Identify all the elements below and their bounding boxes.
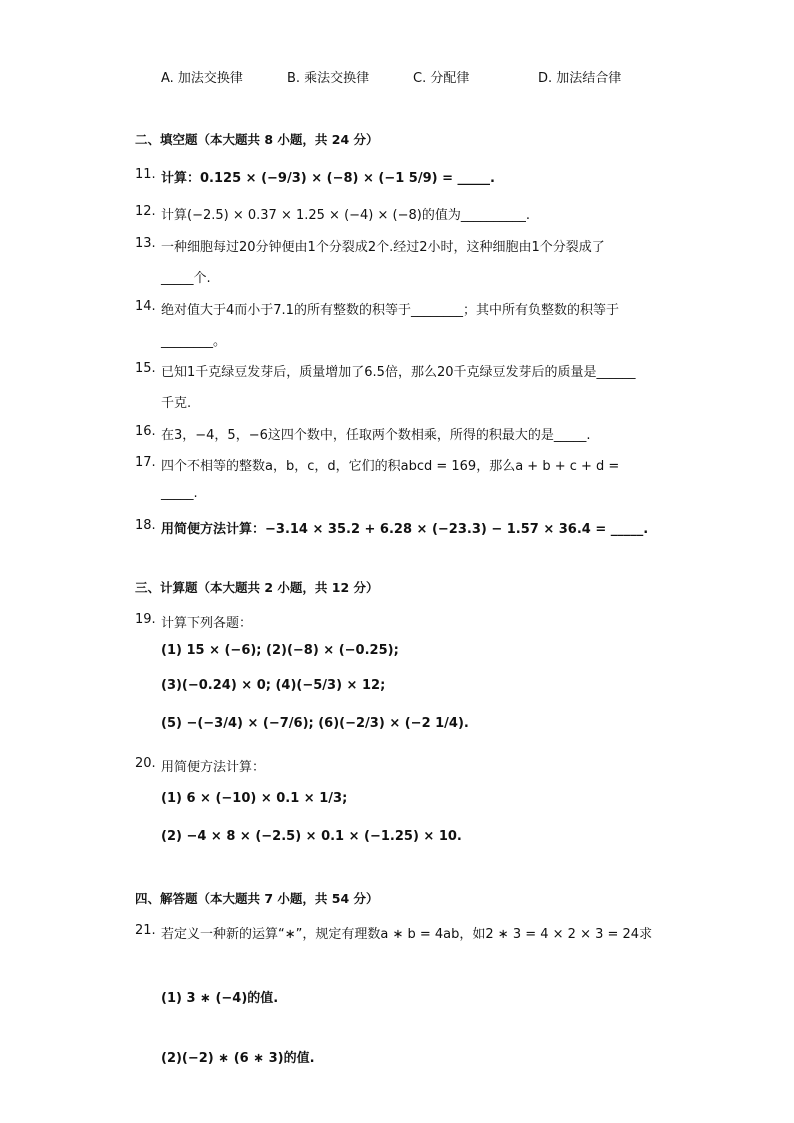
question-number: 13. <box>135 236 156 251</box>
option-b: B. 乘法交换律 <box>287 71 370 86</box>
question-12-text: 计算(−2.5) × 0.37 × 1.25 × (−4) × (−8)的值为__________. <box>161 208 530 223</box>
question-number: 11. <box>135 167 156 182</box>
question-number: 17. <box>135 455 156 470</box>
question-20-row-1: (1) 6 × (−10) × 0.1 × 1/3; <box>161 791 348 806</box>
question-21-text: 若定义一种新的运算“∗”，规定有理数a ∗ b = 4ab，如2 ∗ 3 = 4 × 2 × 3 = 24求 <box>161 927 653 942</box>
question-15-line-1: 已知1千克绿豆发芽后，质量增加了6.5倍，那么20千克绿豆发芽后的质量是______ <box>161 365 636 380</box>
question-14-line-2: ________。 <box>161 334 227 349</box>
option-d: D. 加法结合律 <box>538 71 622 86</box>
question-13-line-2: _____个. <box>161 271 211 286</box>
section-header-calculation: 三、计算题（本大题共 2 小题，共 12 分） <box>135 580 379 595</box>
question-20-row-2: (2) −4 × 8 × (−2.5) × 0.1 × (−1.25) × 10. <box>161 829 462 844</box>
question-20-text: 用简便方法计算： <box>161 760 266 775</box>
question-19-row-2: (3)(−0.24) × 0; (4)(−5/3) × 12; <box>161 678 386 693</box>
question-number: 15. <box>135 361 156 376</box>
option-a: A. 加法交换律 <box>161 71 243 86</box>
section-header-answer: 四、解答题（本大题共 7 小题，共 54 分） <box>135 891 379 906</box>
section-header-fill-blank: 二、填空题（本大题共 8 小题，共 24 分） <box>135 132 379 147</box>
question-16-text: 在3，−4，5，−6这四个数中，任取两个数相乘，所得的积最大的是_____. <box>161 428 591 443</box>
question-15-line-2: 千克. <box>161 396 192 411</box>
question-18-text: 用简便方法计算：−3.14 × 35.2 + 6.28 × (−23.3) − 1.57 × 36.4 = _____. <box>161 522 649 537</box>
question-21-part-2: (2)(−2) ∗ (6 ∗ 3)的值. <box>161 1051 315 1066</box>
question-19-row-3: (5) −(−3/4) × (−7/6); (6)(−2/3) × (−2 1/4). <box>161 716 469 731</box>
question-17-line-1: 四个不相等的整数a，b，c，d，它们的积abcd = 169，那么a + b + c + d = <box>161 459 620 474</box>
question-19-row-1: (1) 15 × (−6); (2)(−8) × (−0.25); <box>161 643 399 658</box>
question-14-line-1: 绝对值大于4而小于7.1的所有整数的积等于________；其中所有负整数的积等于 <box>161 303 619 318</box>
question-21-part-1: (1) 3 ∗ (−4)的值. <box>161 991 279 1006</box>
question-number: 20. <box>135 756 156 771</box>
question-number: 19. <box>135 612 156 627</box>
question-number: 21. <box>135 923 156 938</box>
question-number: 18. <box>135 518 156 533</box>
question-19-text: 计算下列各题： <box>161 616 253 631</box>
question-17-line-2: _____. <box>161 486 198 501</box>
question-11-text: 计算：0.125 × (−9/3) × (−8) × (−1 5/9) = _____. <box>161 171 495 186</box>
question-number: 14. <box>135 299 156 314</box>
question-13-line-1: 一种细胞每过20分钟便由1个分裂成2个.经过2小时，这种细胞由1个分裂成了 <box>161 240 605 255</box>
option-c: C. 分配律 <box>413 71 470 86</box>
question-number: 12. <box>135 204 156 219</box>
question-number: 16. <box>135 424 156 439</box>
